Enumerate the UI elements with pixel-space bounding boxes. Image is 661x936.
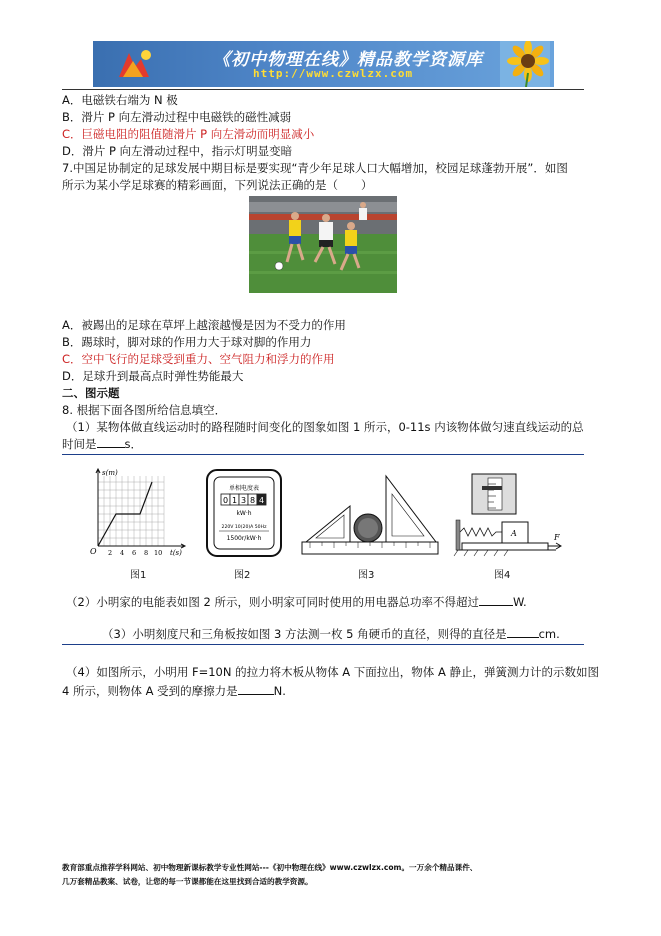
soccer-photo	[249, 196, 397, 293]
sunflower-icon	[500, 41, 550, 87]
q6-option-b: B．滑片 P 向左滑动过程中电磁铁的磁性减弱	[62, 110, 292, 124]
q7-option-c: C．空中飞行的足球受到重力、空气阻力和浮力的作用	[62, 352, 335, 366]
fig4-block-label: A	[511, 529, 517, 538]
q8-part1-post: s．	[124, 437, 142, 451]
site-logo-icon	[115, 47, 155, 81]
section-title: 二、图示题	[62, 386, 120, 400]
part1-divider	[62, 454, 584, 455]
figure-2-meter	[205, 466, 283, 560]
banner-title: 《初中物理在线》精品教学资源库	[213, 50, 483, 70]
fig2-rate: 1500r/kW·h	[226, 535, 262, 542]
q8-part4-line2	[62, 684, 286, 699]
answer-blank-1[interactable]	[97, 447, 125, 448]
part3-divider	[62, 644, 584, 645]
fig1-label: 图1	[130, 570, 147, 581]
q8-part4-pre: 4 所示，则物体 A 受到的摩擦力是	[62, 684, 238, 698]
fig2-unit: kW·h	[236, 510, 252, 517]
q8-part3	[102, 627, 560, 642]
fig1-x-axis-label: t(s)	[170, 549, 182, 557]
footer-line2: 几万套精品教案、试卷，让您的每一节课都能在这里找到合适的教学资源。	[62, 877, 313, 886]
footer-line1: 教育部重点推荐学科网站、初中物理新课标教学专业性网站---《初中物理在线》www.czwlzx.com。一万余个精品课件、	[62, 863, 478, 872]
q8-part2-post: W.	[512, 595, 527, 609]
fig1-x-tick: 6	[132, 549, 137, 557]
figure-1-graph	[84, 466, 194, 560]
fig4-force-label: F	[554, 533, 560, 542]
q8-part3-post: cm.	[538, 627, 560, 641]
fig1-x-tick: 10	[154, 549, 163, 557]
fig1-y-axis-label: s(m)	[102, 469, 118, 477]
answer-blank-2[interactable]	[479, 605, 513, 606]
q7-option-b: B．踢球时，脚对球的作用力大于球对脚的作用力	[62, 335, 312, 349]
q8-part2-pre: （2）小明家的电能表如图 2 所示，则小明家可同时使用的用电器总功率不得超过	[66, 595, 479, 609]
q8-part2	[66, 595, 527, 610]
banner-divider	[62, 89, 584, 90]
q7-stem-line1: 7.中国足协制定的足球发展中期目标是要实现“青少年足球人口大幅增加，校园足球蓬勃开展”．如图	[62, 161, 568, 175]
q8-part1-pre: 时间是	[62, 437, 97, 451]
fig2-digit: 4	[258, 496, 265, 505]
figure-3-ruler	[300, 466, 440, 560]
fig2-digit: 8	[249, 496, 256, 505]
figure-4-friction	[452, 466, 564, 560]
fig3-label: 图3	[358, 570, 375, 581]
fig1-x-tick: 2	[108, 549, 113, 557]
fig2-digit: 3	[240, 496, 247, 505]
q6-option-d: D．滑片 P 向左滑动过程中，指示灯明显变暗	[62, 144, 293, 158]
fig1-x-tick: 4	[120, 549, 125, 557]
header-banner	[93, 41, 554, 87]
q8-part1-line1: （1）某物体做直线运动时的路程随时间变化的图象如图 1 所示，0-11s 内该物体做匀速直线运动的总	[66, 420, 584, 434]
q8-stem: 8. 根据下面各图所给信息填空．	[62, 403, 227, 417]
answer-blank-4[interactable]	[238, 694, 274, 695]
q8-part4-line1: （4）如图所示，小明用 F=10N 的拉力将木板从物体 A 下面拉出，物体 A 静止，弹簧测力计的示数如图	[66, 665, 599, 679]
q7-option-a: A．被踢出的足球在草坪上越滚越慢是因为不受力的作用	[62, 318, 346, 332]
fig2-spec: 220V 10(20)A 50Hz	[221, 525, 267, 530]
q7-stem-line2: 所示为某小学足球赛的精彩画面，下列说法正确的是（ ）	[62, 178, 373, 192]
fig1-x-tick: 8	[144, 549, 149, 557]
q6-option-c: C．巨磁电阻的阻值随滑片 P 向左滑动而明显减小	[62, 127, 315, 141]
q6-option-a: A．电磁铁右端为 N 极	[62, 93, 178, 107]
q8-part1-line2	[62, 437, 142, 452]
fig2-label: 图2	[234, 570, 251, 581]
q8-part3-pre: （3）小明刻度尺和三角板按如图 3 方法测一枚 5 角硬币的直径，则得的直径是	[102, 627, 507, 641]
fig2-digit: 0	[222, 496, 229, 505]
banner-url: http://www.czwlzx.com	[253, 67, 414, 80]
fig1-origin: O	[90, 547, 97, 556]
q7-option-d: D．足球升到最高点时弹性势能最大	[62, 369, 244, 383]
fig4-label: 图4	[494, 570, 511, 581]
fig2-meter-title: 单相电度表	[228, 485, 260, 492]
answer-blank-3[interactable]	[507, 637, 539, 638]
fig2-digit: 1	[231, 496, 238, 505]
q8-part4-post: N.	[273, 684, 286, 698]
